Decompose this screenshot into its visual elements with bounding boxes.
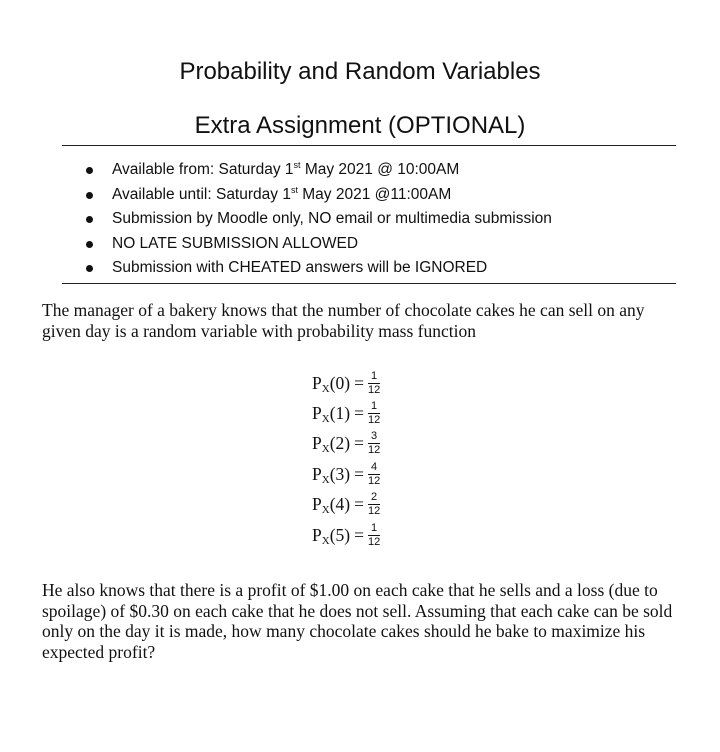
pmf-lhs: $P_X(4)$ bbox=[312, 494, 351, 517]
pmf-row bbox=[312, 368, 380, 398]
bullet-no-late-submission bbox=[80, 232, 552, 257]
equals-sign: = bbox=[354, 372, 364, 393]
bullet-text: NO LATE SUBMISSION ALLOWED bbox=[112, 234, 359, 252]
equals-sign: = bbox=[354, 463, 364, 484]
ordinal-suffix: st bbox=[293, 160, 301, 170]
problem-intro: The manager of a bakery knows that the number of chocolate cakes he can sell on any given day is a random variable with probability mass function bbox=[42, 300, 645, 341]
assignment-info-list bbox=[80, 158, 552, 281]
pmf-fraction bbox=[368, 431, 380, 456]
bullet-dot-icon bbox=[86, 192, 93, 199]
bullet-dot-icon bbox=[86, 241, 93, 248]
pmf-lhs: $P_X(3)$ bbox=[312, 463, 351, 486]
pmf-lhs: $P_X(1)$ bbox=[312, 403, 351, 426]
header-divider bbox=[62, 145, 676, 146]
bullet-text: Submission with CHEATED answers will be IGNORED bbox=[112, 259, 488, 276]
pmf-row bbox=[312, 490, 380, 520]
fraction-numerator: 4 bbox=[371, 460, 378, 473]
pmf-lhs: $P_X(2)$ bbox=[312, 433, 351, 456]
pmf-lhs: $P_X(0)$ bbox=[312, 372, 351, 395]
equals-sign: = bbox=[354, 524, 364, 545]
pmf-fraction bbox=[368, 492, 380, 517]
info-divider bbox=[62, 283, 676, 284]
bullet-dot-icon bbox=[86, 216, 93, 223]
pmf-fraction bbox=[368, 523, 380, 548]
bullet-available-until bbox=[80, 183, 552, 208]
bullet-text: Available from: Saturday 1 bbox=[112, 161, 294, 178]
pmf-x-value: 1 bbox=[335, 403, 345, 424]
fraction-denominator: 12 bbox=[367, 474, 381, 487]
bullet-text-tail: May 2021 @11:00AM bbox=[297, 185, 452, 203]
fraction-numerator: 1 bbox=[371, 369, 378, 382]
pmf-fraction bbox=[368, 462, 380, 487]
fraction-numerator: 3 bbox=[371, 430, 378, 443]
pmf-x-value: 4 bbox=[335, 494, 345, 515]
bullet-dot-icon bbox=[86, 265, 93, 272]
pmf-lhs: $P_X(5)$ bbox=[312, 524, 351, 547]
bullet-text: Submission by Moodle only, NO email or multimedia submission bbox=[112, 210, 552, 227]
problem-question: He also knows that there is a profit of $1.00 on each cake that he sells and a loss (due to spoilage) of $0.30 on each cake that he does not sell. Assuming that each cake can be sold only on the day it is made, how many chocolate cakes should he bake to maximize his expected profit? bbox=[42, 580, 673, 662]
bullet-cheated-answers bbox=[80, 256, 552, 281]
pmf-equations bbox=[312, 368, 380, 550]
bullet-text-tail: May 2021 @ 10:00AM bbox=[300, 161, 460, 178]
pmf-fraction bbox=[368, 401, 380, 426]
pmf-x-value: 2 bbox=[335, 433, 345, 454]
fraction-numerator: 2 bbox=[371, 491, 378, 504]
equals-sign: = bbox=[354, 433, 364, 454]
pmf-row bbox=[312, 459, 380, 489]
pmf-row bbox=[312, 398, 380, 428]
ordinal-suffix: st bbox=[290, 184, 298, 195]
bullet-dot-icon bbox=[86, 167, 93, 174]
bullet-text: Available until: Saturday 1 bbox=[112, 185, 291, 203]
bullet-available-from bbox=[80, 158, 552, 183]
fraction-numerator: 1 bbox=[371, 400, 378, 413]
document-subtitle: Extra Assignment (OPTIONAL) bbox=[194, 112, 526, 139]
pmf-x-value: 3 bbox=[335, 463, 345, 484]
equals-sign: = bbox=[354, 494, 364, 515]
bullet-submission-method bbox=[80, 207, 552, 232]
fraction-denominator: 12 bbox=[367, 383, 381, 396]
document-title: Probability and Random Variables bbox=[179, 58, 541, 85]
pmf-row bbox=[312, 429, 380, 459]
pmf-x-value: 0 bbox=[335, 372, 345, 393]
fraction-denominator: 12 bbox=[367, 444, 381, 457]
fraction-denominator: 12 bbox=[367, 535, 381, 548]
pmf-fraction bbox=[368, 371, 380, 396]
pmf-row bbox=[312, 520, 380, 550]
equals-sign: = bbox=[354, 403, 364, 424]
fraction-numerator: 1 bbox=[371, 521, 378, 534]
pmf-x-value: 5 bbox=[335, 524, 345, 545]
fraction-denominator: 12 bbox=[367, 414, 381, 427]
fraction-denominator: 12 bbox=[367, 505, 381, 518]
